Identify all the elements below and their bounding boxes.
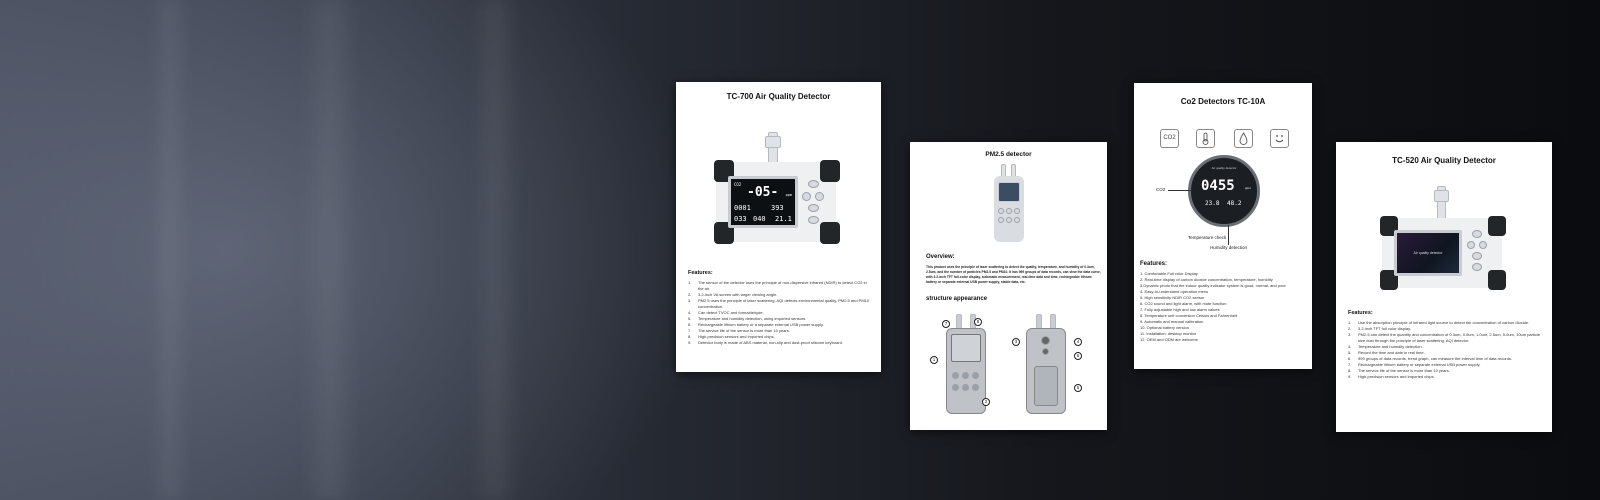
callout-number: 8 bbox=[974, 318, 982, 326]
device-button bbox=[808, 204, 819, 212]
list-item: 5. Temperature and humidity detection, using imported sensors. bbox=[688, 316, 807, 321]
list-item: 9. High-precision sensors and imported chips. bbox=[1348, 374, 1435, 379]
list-item: 5. High sensitivity NDIR CO2 sensor bbox=[1140, 295, 1205, 300]
list-item: 10. Optional battery version bbox=[1140, 325, 1189, 330]
sensor-probe bbox=[765, 136, 781, 148]
document-tc700 bbox=[676, 82, 881, 372]
humidity-icon bbox=[1234, 129, 1253, 148]
device-button bbox=[972, 372, 979, 379]
callout-number: 3 bbox=[1012, 338, 1020, 346]
doc-title: PM2.5 detector bbox=[985, 151, 1032, 158]
features-heading: Features: bbox=[1140, 261, 1168, 267]
thermometer-icon bbox=[1196, 129, 1215, 148]
list-item: 8. Temperature unit conversion Celsius and Fahrenheit bbox=[1140, 313, 1238, 318]
device-button bbox=[1467, 241, 1475, 249]
screen-value: 21.1 bbox=[775, 215, 792, 223]
device-illustration bbox=[716, 132, 841, 227]
list-item: 9. Automatic and manual calibration bbox=[1140, 319, 1204, 324]
callout-number: 7 bbox=[942, 320, 950, 328]
list-item: 11. Installation: desktop monitor bbox=[1140, 331, 1197, 336]
doc-title: TC-700 Air Quality Detector bbox=[726, 92, 831, 101]
list-item: 3. PM2.5 uses the principle of laser scattering, AQI detects environmental quality, PM2.5 and PM10 concentration. bbox=[688, 298, 870, 309]
list-item: 1. The sensor of the detector uses the principle of non-dispersive infrared (NDIR) to detect CO2 in the air. bbox=[688, 280, 867, 291]
list-item: 3. PM2.5 can detect the quantity and concentration of 0.3um, 0.5um, 1.0um, 2.5um, 5.0um, 10um particle size dust through the principle of laser scattering, AQI detector. bbox=[1348, 332, 1541, 343]
list-item: 6. Rechargeable lithium battery or a separate external USB power supply. bbox=[688, 322, 824, 327]
list-item: 1. Comfortable Full color Display bbox=[1140, 271, 1198, 276]
device-port bbox=[1041, 336, 1050, 345]
background-fold bbox=[470, 0, 520, 500]
features-section bbox=[676, 270, 881, 346]
list-item: 7. Fully adjustable high and low alarm values bbox=[1140, 307, 1220, 312]
screen-value: 48.2 bbox=[1227, 200, 1242, 207]
callout-number: 2 bbox=[982, 398, 990, 406]
device-button bbox=[1014, 208, 1020, 214]
device-button bbox=[808, 180, 819, 188]
device-button bbox=[998, 208, 1004, 214]
list-item: 8. The service life of the sensor is more than 10 years. bbox=[1348, 368, 1450, 373]
co2-icon: CO2 bbox=[1160, 129, 1179, 148]
features-section bbox=[1336, 310, 1552, 380]
sensor-probe bbox=[1434, 190, 1449, 202]
list-item: 1. Use the absorption principle of infrared light source to detect the concentration of carbon dioxide. bbox=[1348, 320, 1530, 325]
screen-value: 0001 bbox=[734, 204, 751, 212]
features-list bbox=[688, 280, 871, 346]
list-item: 9. Detector body is made of ABS material, non-slip and dust-proof silicone keyboard. bbox=[688, 340, 843, 345]
list-item: 7. The service life of the sensor is more than 10 years. bbox=[688, 328, 790, 333]
device-screen bbox=[1394, 230, 1462, 276]
list-item: 5. Record the time and date in real time. bbox=[1348, 350, 1425, 355]
device-button bbox=[1472, 263, 1482, 271]
list-item: 2. 3.2-inch VA screen with larger viewing angle. bbox=[688, 292, 778, 297]
callout-number: 5 bbox=[1074, 384, 1082, 392]
screen-main-value: -05- bbox=[747, 185, 779, 200]
device-screen bbox=[951, 334, 981, 362]
smiley-icon bbox=[1270, 129, 1289, 148]
list-item: 2. Real-time display of carbon dioxide concentration, temperature, humidity bbox=[1140, 277, 1273, 282]
list-item: 3.Dynamic photo that the indoor quality indicator system is good, normal, and poor bbox=[1140, 283, 1286, 288]
structure-back-view bbox=[1026, 314, 1070, 414]
device-button bbox=[1472, 230, 1482, 238]
device-button bbox=[802, 192, 811, 201]
list-item: 7. Rechargeable lithium battery or separate external USB power supply. bbox=[1348, 362, 1481, 367]
list-item: 4. Easy-to-understand operation menu bbox=[1140, 289, 1209, 294]
screen-value: 033 bbox=[734, 215, 747, 223]
device-button bbox=[952, 372, 959, 379]
device-button bbox=[1014, 217, 1020, 223]
screen-label: CO2 bbox=[734, 182, 742, 187]
device-button bbox=[962, 384, 969, 391]
overview-text: This product uses the principle of laser scattering to detect the quality, temperature, and humidity of 0.3um, 2.5um, and the number of particles PM2.5 and PM10. It has 999 groups of data records, can view the data curve, with 3.2-inch TFT full-color display, automatic measurement, real-time data and time, rechargeable lithium battery or separate external USB power supply, stable data, etc. bbox=[926, 265, 1101, 284]
list-item: 2. 3.2-inch TFT full color display. bbox=[1348, 326, 1411, 331]
screen-value: 393 bbox=[771, 204, 784, 212]
device-button bbox=[1006, 217, 1012, 223]
corner-bumper bbox=[820, 222, 840, 244]
screen-unit: ppm bbox=[785, 193, 792, 197]
screen-unit: ppm bbox=[1245, 186, 1251, 190]
device-button bbox=[1472, 252, 1482, 260]
document-tc520 bbox=[1336, 142, 1552, 432]
leader-line bbox=[1228, 225, 1229, 245]
background-fold bbox=[300, 0, 360, 500]
background-fold bbox=[150, 0, 190, 500]
list-item: 4. Temperature and humidity detection. bbox=[1348, 344, 1423, 349]
screen-main-value: 0455 bbox=[1201, 178, 1235, 194]
device-button bbox=[952, 384, 959, 391]
corner-bumper bbox=[820, 160, 840, 182]
device-button bbox=[808, 216, 819, 224]
device-button bbox=[1479, 241, 1487, 249]
doc-title: TC-520 Air Quality Detector bbox=[1392, 156, 1496, 165]
features-heading: Features: bbox=[688, 270, 713, 276]
features-list bbox=[1140, 271, 1312, 343]
corner-bumper bbox=[1488, 270, 1506, 290]
screen-header: Air quality detector bbox=[1413, 251, 1443, 255]
callout-number: 1 bbox=[930, 356, 938, 364]
document-tc10a bbox=[1134, 83, 1312, 369]
device-screen bbox=[728, 176, 798, 228]
round-device bbox=[1188, 155, 1260, 227]
list-item: 6. 999 groups of data records, trend graph, can measure the interval time of data records. bbox=[1348, 356, 1513, 361]
corner-bumper bbox=[1488, 216, 1506, 236]
device-button bbox=[998, 217, 1004, 223]
callout-number: 6 bbox=[1074, 352, 1082, 360]
device-port bbox=[1042, 348, 1049, 355]
doc-title: Co2 Detectors TC-10A bbox=[1180, 97, 1266, 106]
structure-heading: structure appearance bbox=[926, 296, 988, 302]
label-temperature: Temperature check bbox=[1188, 235, 1227, 240]
document-pm25 bbox=[910, 142, 1107, 430]
screen-value: 23.8 bbox=[1205, 200, 1220, 207]
device-button bbox=[1006, 208, 1012, 214]
handheld-device bbox=[994, 164, 1024, 242]
battery-cover bbox=[1034, 366, 1058, 406]
device-screen bbox=[998, 182, 1020, 202]
list-item: 8. High-precision sensors and imported chips. bbox=[688, 334, 775, 339]
device-button bbox=[972, 384, 979, 391]
features-heading: Features: bbox=[1348, 310, 1373, 316]
screen-value: 040 bbox=[753, 215, 766, 223]
list-item: 4. Can detect TVOC and formaldehyde. bbox=[688, 310, 764, 315]
device-illustration bbox=[1382, 186, 1507, 286]
screen-header: Air quality detector bbox=[1211, 166, 1237, 170]
list-item: 12. OEM and ODM are welcome bbox=[1140, 337, 1198, 342]
device-button bbox=[962, 372, 969, 379]
overview-heading: Overview: bbox=[926, 254, 955, 260]
features-list bbox=[1348, 320, 1542, 380]
label-co2: CO2 bbox=[1156, 187, 1166, 192]
label-humidity: Humidity detection bbox=[1210, 245, 1248, 250]
callout-number: 4 bbox=[1074, 338, 1082, 346]
device-button bbox=[815, 192, 824, 201]
list-item: 6. CO2 sound and light alarm, with mute function bbox=[1140, 301, 1227, 306]
leader-line bbox=[1168, 190, 1192, 191]
